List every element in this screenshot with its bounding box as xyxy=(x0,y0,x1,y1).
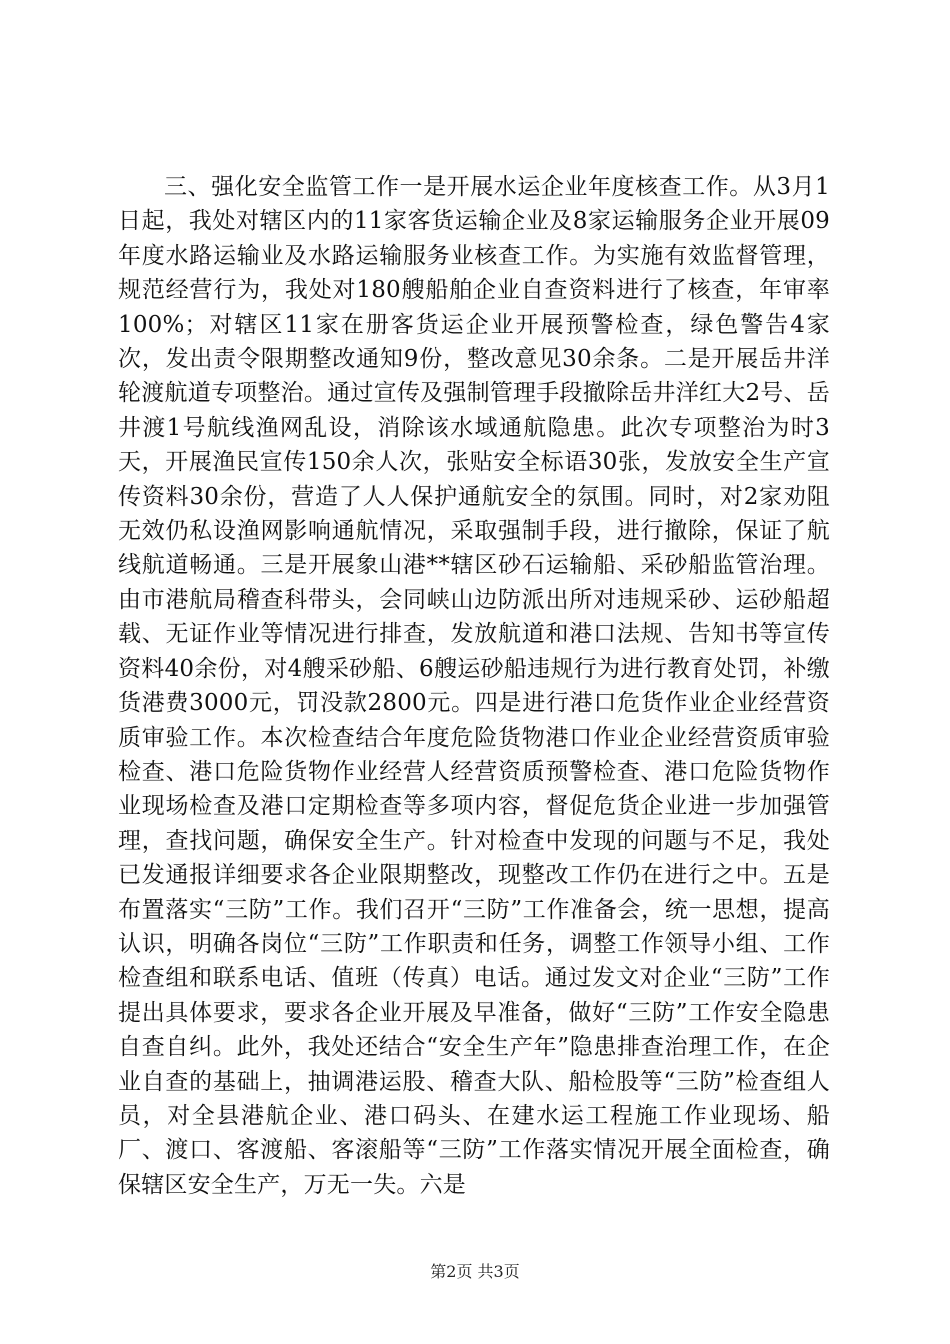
page-footer: 第2页 共3页 xyxy=(430,1262,520,1281)
body-paragraph: 三、强化安全监管工作一是开展水运企业年度核查工作。从3月1日起，我处对辖区内的11家客货运输企业及8家运输服务企业开展09年度水路运输业及水路运输服务业核查工作。为实施有效监督管理，规范经营行为，我处对180艘船舶企业自查资料进行了核查，年审率100%；对辖区11家在册客货运企业开展预警检查，绿色警告4家次，发出责令限期整改通知9份，整改意见30余条。二是开展岳井洋轮渡航道专项整治。通过宣传及强制管理手段撤除岳井洋红大2号、岳井渡1号航线渔网乱设，消除该水域通航隐患。此次专项整治为时3天，开展渔民宣传150余人次，张贴安全标语30张，发放安全生产宣传资料30余份，营造了人人保护通航安全的氛围。同时，对2家劝阻无效仍私设渔网影响通航情况，采取强制手段，进行撤除，保证了航线航道畅通。三是开展象山港**辖区砂石运输船、采砂船监管治理。由市港航局稽查科带头，会同峡山边防派出所对违规采砂、运砂船超载、无证作业等情况进行排查，发放航道和港口法规、告知书等宣传资料40余份，对4艘采砂船、6艘运砂船违规行为进行教育处罚，补缴货港费3000元，罚没款2800元。四是进行港口危货作业企业经营资质审验工作。本次检查结合年度危险货物港口作业企业经营资质审验检查、港口危险货物作业经营人经营资质预警检查、港口危险货物作业现场检查及港口定期检查等多项内容，督促危货企业进一步加强管理，查找问题，确保安全生产。针对检查中发现的问题与不足，我处已发通报详细要求各企业限期整改，现整改工作仍在进行之中。五是布置落实“三防”工作。我们召开“三防”工作准备会，统一思想，提高认识，明确各岗位“三防”工作职责和任务，调整工作领导小组、工作检查组和联系电话、值班（传真）电话。通过发文对企业“三防”工作提出具体要求，要求各企业开展及早准备，做好“三防”工作安全隐患自查自纠。此外，我处还结合“安全生产年”隐患排查治理工作，在企业自查的基础上，抽调港运股、稽查大队、船检股等“三防”检查组人员，对全县港航企业、港口码头、在建水运工程施工作业现场、船厂、渡口、客渡船、客滚船等“三防”工作落实情况开展全面检查，确保辖区安全生产，万无一失。六是 xyxy=(118,174,830,1198)
